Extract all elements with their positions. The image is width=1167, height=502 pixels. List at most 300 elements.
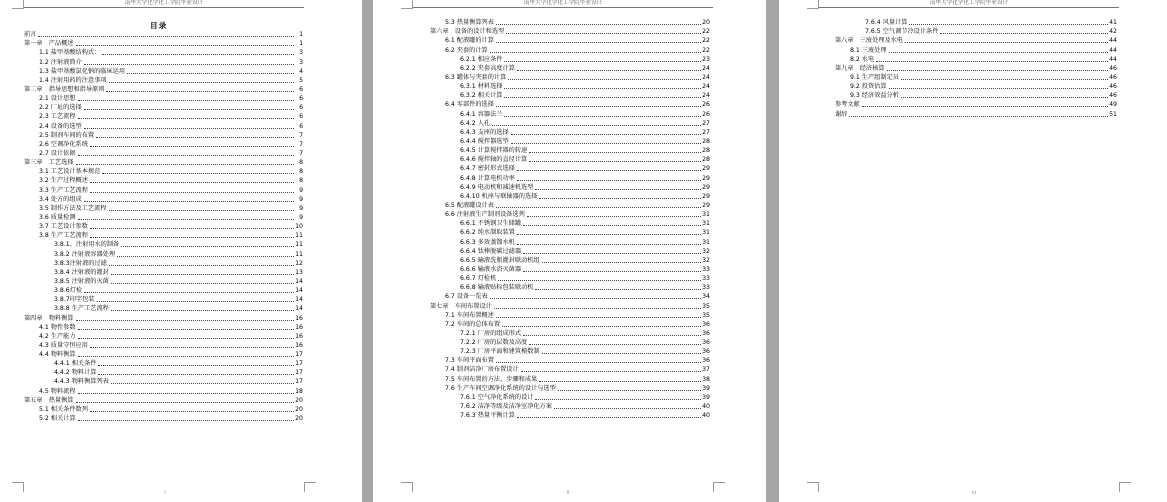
toc-leader-dots — [511, 143, 701, 144]
toc-entry-label: 6.6.8 输液贴标包装联动机 — [460, 284, 534, 292]
toc-entry[interactable] — [24, 158, 303, 167]
toc-leader-dots — [508, 79, 701, 80]
toc-entry-page-number: 20 — [702, 19, 710, 27]
toc-leader-dots — [558, 390, 701, 391]
toc-leader-dots — [535, 289, 701, 290]
toc-entry-label: 前言 — [24, 31, 37, 39]
toc-entry-page-number: 11 — [295, 250, 303, 258]
toc-leader-dots — [111, 383, 294, 384]
page-header: 南华大学化学化工学院毕业设计 — [413, 0, 713, 8]
toc-entry[interactable] — [24, 167, 303, 176]
toc-entry-label: 第二章 指导思想和指导原则 — [24, 85, 105, 93]
toc-entry-label: 6.4.7 密封形式选择 — [460, 165, 515, 173]
toc-entry-page-number: 16 — [295, 341, 303, 349]
toc-entry[interactable] — [430, 347, 710, 356]
toc-entry-label: 5.3 热量衡算列表 — [445, 19, 494, 27]
toc-entry[interactable] — [430, 393, 710, 402]
toc-leader-dots — [78, 155, 294, 156]
toc-entry-label: 3.8.3注射液的过滤 — [54, 259, 107, 267]
toc-leader-dots — [496, 317, 701, 318]
toc-title: 目录 — [150, 21, 168, 30]
toc-entry-page-number: 20 — [295, 396, 303, 404]
document-page-3 — [779, 0, 1167, 502]
toc-leader-dots — [98, 374, 294, 375]
toc-entry-label: 4.4.3 物料衡算列表 — [54, 378, 109, 386]
toc-entry-label: 4.1 物性参数 — [39, 323, 76, 331]
toc-entry[interactable] — [835, 100, 1117, 109]
toc-entry-page-number: 6 — [299, 113, 303, 121]
toc-entry[interactable] — [430, 356, 710, 365]
toc-leader-dots — [90, 347, 294, 348]
toc-entry[interactable] — [24, 377, 303, 386]
toc-entry-page-number: 20 — [295, 405, 303, 413]
toc-entry-page-number: 49 — [1109, 101, 1117, 109]
toc-leader-dots — [127, 73, 294, 74]
toc-entry-page-number: 17 — [295, 351, 303, 359]
toc-entry[interactable] — [24, 313, 303, 322]
toc-entry-label: 3.7 工艺设计参数 — [39, 223, 88, 231]
toc-entry-page-number: 9 — [299, 204, 303, 212]
toc-leader-dots — [523, 253, 701, 254]
toc-entry[interactable] — [24, 85, 303, 94]
toc-entry[interactable] — [24, 350, 303, 359]
toc-entry[interactable] — [24, 341, 303, 350]
toc-entry-page-number: 7 — [299, 149, 303, 157]
toc-entry-label: 7.6.4 风量计算 — [865, 19, 908, 27]
toc-entry-page-number: 17 — [295, 378, 303, 386]
toc-entry-label: 6.4.10 机座与联轴器的选择 — [460, 192, 538, 200]
toc-entry-page-number: 10 — [295, 223, 303, 231]
toc-entry-page-number: 32 — [702, 256, 710, 264]
toc-entry[interactable] — [24, 94, 303, 103]
toc-entry-page-number: 26 — [702, 101, 710, 109]
toc-entry[interactable] — [24, 414, 303, 423]
toc-leader-dots — [502, 326, 701, 327]
toc-entry-page-number: 38 — [702, 375, 710, 383]
toc-entry[interactable] — [24, 386, 303, 395]
toc-leader-dots — [496, 362, 701, 363]
toc-entry-page-number: 11 — [295, 241, 303, 249]
toc-entry-page-number: 29 — [702, 174, 710, 182]
toc-entry[interactable] — [24, 240, 303, 249]
toc-entry-page-number: 24 — [702, 83, 710, 91]
toc-entry[interactable] — [430, 210, 710, 219]
toc-entry[interactable] — [24, 304, 303, 313]
toc-leader-dots — [889, 88, 1108, 89]
toc-entry[interactable] — [430, 164, 710, 173]
toc-entry-label: 6.2 夹套的计算 — [445, 46, 488, 54]
toc-entry-label: 2.3 工艺流程 — [39, 113, 76, 121]
toc-entry[interactable] — [430, 128, 710, 137]
toc-entry[interactable] — [430, 283, 710, 292]
toc-entry[interactable] — [430, 109, 710, 118]
toc-entry-label: 6.5 配液罐设计表 — [445, 201, 494, 209]
toc-entry-page-number: 29 — [702, 165, 710, 173]
toc-entry-label: 2.4 设备的选型 — [39, 122, 82, 130]
toc-entry[interactable] — [430, 265, 710, 274]
toc-entry[interactable] — [24, 368, 303, 377]
toc-entry-label: 7.2.3 厂房平面和建筑模数制 — [460, 348, 540, 356]
toc-list — [430, 18, 710, 420]
toc-entry[interactable] — [24, 67, 303, 76]
toc-leader-dots — [539, 198, 701, 199]
toc-entry-page-number: 22 — [702, 28, 710, 36]
toc-entry-page-number: 17 — [295, 369, 303, 377]
toc-entry-label: 6.4.1 容器法兰 — [460, 110, 503, 118]
toc-entry[interactable] — [430, 55, 710, 64]
toc-entry[interactable] — [430, 45, 710, 54]
toc-entry-label: 3.8.6灯检 — [54, 287, 83, 295]
toc-entry[interactable] — [430, 119, 710, 128]
crop-mark — [807, 482, 819, 492]
crop-mark — [807, 0, 819, 9]
toc-entry[interactable] — [430, 292, 710, 301]
toc-entry-label: 4.4.1 相关条件 — [54, 360, 97, 368]
toc-leader-dots — [496, 207, 701, 208]
toc-leader-dots — [490, 298, 701, 299]
toc-entry-label: 第八章 三废处理及水电 — [835, 37, 904, 45]
toc-entry[interactable] — [835, 45, 1117, 54]
toc-entry-label: 5.2 相关计算 — [39, 415, 76, 423]
toc-entry-page-number: 28 — [702, 137, 710, 145]
toc-leader-dots — [517, 234, 701, 235]
toc-entry[interactable] — [835, 109, 1117, 118]
toc-leader-dots — [521, 371, 701, 372]
toc-entry[interactable] — [430, 73, 710, 82]
toc-entry[interactable] — [24, 39, 303, 48]
toc-leader-dots — [909, 24, 1108, 25]
toc-entry[interactable] — [24, 140, 303, 149]
toc-entry-label: 7.4 制剂洁净厂房布置设计 — [445, 366, 519, 374]
toc-entry-label: 6.4.9 电动机和减速机选型 — [460, 183, 534, 191]
toc-entry[interactable] — [24, 185, 303, 194]
toc-entry[interactable] — [24, 277, 303, 286]
toc-leader-dots — [90, 146, 294, 147]
toc-entry[interactable] — [430, 274, 710, 283]
toc-entry-page-number: 18 — [295, 387, 303, 395]
crop-mark — [12, 0, 24, 9]
toc-entry-page-number: 31 — [702, 238, 710, 246]
toc-leader-dots — [542, 353, 701, 354]
toc-leader-dots — [76, 164, 295, 165]
toc-entry-page-number: 36 — [702, 320, 710, 328]
toc-entry-label: 1.2 注射液简介 — [39, 58, 82, 66]
toc-entry-label: 6.6.1 不锈钢卫生储罐 — [460, 220, 522, 228]
toc-entry[interactable] — [24, 57, 303, 66]
toc-leader-dots — [102, 173, 294, 174]
toc-entry[interactable] — [24, 176, 303, 185]
toc-entry[interactable] — [430, 36, 710, 45]
toc-entry-label: 6.4 零部件的选择 — [445, 101, 494, 109]
toc-entry-label: 4.2 生产能力 — [39, 332, 76, 340]
page-gutter — [362, 0, 373, 502]
toc-entry-page-number: 1 — [299, 31, 303, 39]
toc-entry-label: 参考文献 — [835, 101, 860, 109]
toc-entry-page-number: 14 — [295, 287, 303, 295]
toc-entry[interactable] — [430, 411, 710, 420]
toc-entry-page-number: 8 — [299, 159, 303, 167]
toc-leader-dots — [84, 109, 294, 110]
toc-entry[interactable] — [835, 82, 1117, 91]
toc-entry-page-number: 23 — [702, 55, 710, 63]
toc-entry-label: 7.2.1 厂房的组成形式 — [460, 329, 522, 337]
page-header: 南华大学化学化工学院毕业设计 — [819, 0, 1119, 8]
toc-leader-dots — [98, 365, 294, 366]
toc-entry[interactable] — [24, 286, 303, 295]
toc-entry-label: 第七章 车间布置设计 — [430, 302, 492, 310]
page-folio: III — [972, 491, 976, 496]
toc-leader-dots — [887, 70, 1109, 71]
crop-mark — [401, 0, 413, 9]
toc-entry-page-number: 36 — [702, 348, 710, 356]
toc-entry-page-number: 1 — [299, 40, 303, 48]
toc-entry-label: 3.8.2 注射液容器处理 — [54, 250, 116, 258]
toc-entry-label: 6.2.1 相应条件 — [460, 55, 503, 63]
toc-entry[interactable] — [835, 18, 1117, 27]
toc-entry[interactable] — [24, 231, 303, 240]
crop-mark — [1119, 482, 1131, 492]
toc-entry[interactable] — [430, 64, 710, 73]
toc-entry-label: 1.4 注射用药的注意事项 — [39, 76, 107, 84]
toc-entry-label: 6.6.7 灯检机 — [460, 275, 497, 283]
toc-entry[interactable] — [430, 91, 710, 100]
toc-leader-dots — [78, 356, 294, 357]
toc-list — [835, 18, 1117, 119]
toc-entry[interactable] — [24, 268, 303, 277]
toc-entry-label: 2.7 设计依据 — [39, 149, 76, 157]
toc-entry-page-number: 46 — [1109, 73, 1117, 81]
toc-entry[interactable] — [430, 219, 710, 228]
toc-leader-dots — [90, 237, 294, 238]
toc-entry-page-number: 44 — [1109, 37, 1117, 45]
toc-entry-page-number: 31 — [702, 211, 710, 219]
toc-entry-label: 6.4.8 计算电机功率 — [460, 174, 515, 182]
toc-entry-page-number: 33 — [702, 265, 710, 273]
toc-entry-page-number: 13 — [295, 268, 303, 276]
toc-entry[interactable] — [24, 259, 303, 268]
toc-entry-page-number: 5 — [299, 76, 303, 84]
toc-entry-page-number: 7 — [299, 131, 303, 139]
toc-entry[interactable] — [430, 237, 710, 246]
toc-entry[interactable] — [430, 183, 710, 192]
toc-entry-page-number: 29 — [702, 201, 710, 209]
toc-leader-dots — [517, 180, 701, 181]
toc-entry[interactable] — [24, 396, 303, 405]
toc-entry[interactable] — [24, 222, 303, 231]
toc-entry[interactable] — [430, 192, 710, 201]
toc-leader-dots — [517, 170, 701, 171]
toc-entry-page-number: 35 — [702, 302, 710, 310]
toc-entry-label: 3.3 生产工艺流程 — [39, 186, 88, 194]
toc-entry-label: 4.5 物料流程 — [39, 387, 76, 395]
toc-entry-page-number: 20 — [295, 415, 303, 423]
toc-entry[interactable] — [835, 91, 1117, 100]
toc-entry-label: 6.6.5 输液洗瓶灌封联动机组 — [460, 256, 540, 264]
toc-entry[interactable] — [24, 195, 303, 204]
toc-entry-page-number: 36 — [702, 357, 710, 365]
toc-entry[interactable] — [430, 402, 710, 411]
toc-entry-label: 6.3 罐体与夹套的计算 — [445, 73, 507, 81]
toc-entry-label: 6.3.1 材料选择 — [460, 83, 503, 91]
toc-entry-label: 4.3 质量守恒应用 — [39, 341, 88, 349]
toc-entry[interactable] — [430, 137, 710, 146]
toc-entry[interactable] — [430, 311, 710, 320]
toc-entry[interactable] — [430, 146, 710, 155]
toc-entry[interactable] — [430, 201, 710, 210]
toc-entry-label: 7.6.1 空气净化系统的设计 — [460, 393, 534, 401]
toc-entry-label: 第六章 设备的设计和选型 — [430, 28, 505, 36]
toc-leader-dots — [535, 189, 701, 190]
toc-entry-page-number: 26 — [702, 110, 710, 118]
toc-entry[interactable] — [24, 48, 303, 57]
toc-entry[interactable] — [24, 131, 303, 140]
toc-entry-page-number: 6 — [299, 85, 303, 93]
toc-leader-dots — [523, 271, 701, 272]
toc-leader-dots — [78, 118, 294, 119]
toc-entry-label: 3.6 质量检测 — [39, 213, 76, 221]
toc-entry[interactable] — [24, 103, 303, 112]
toc-entry-page-number: 31 — [702, 220, 710, 228]
toc-entry[interactable] — [24, 149, 303, 158]
toc-entry-label: 谢辞 — [835, 110, 848, 118]
toc-leader-dots — [849, 116, 1108, 117]
toc-entry[interactable] — [835, 73, 1117, 82]
toc-entry-label: 4.4.2 物料计算 — [54, 369, 97, 377]
toc-entry[interactable] — [24, 213, 303, 222]
toc-entry[interactable] — [430, 18, 710, 27]
toc-entry-page-number: 35 — [702, 311, 710, 319]
crop-mark — [12, 482, 24, 492]
toc-entry[interactable] — [24, 112, 303, 121]
toc-entry[interactable] — [430, 301, 710, 310]
toc-entry-label: 3.1 工艺设计基本规范 — [39, 168, 101, 176]
toc-entry-page-number: 27 — [702, 128, 710, 136]
toc-entry-page-number: 31 — [702, 229, 710, 237]
toc-entry-page-number: 32 — [702, 247, 710, 255]
toc-entry-label: 3.8.5 注射液的灭菌 — [54, 277, 109, 285]
toc-leader-dots — [554, 408, 701, 409]
toc-entry-page-number: 8 — [299, 168, 303, 176]
toc-entry-page-number: 24 — [702, 92, 710, 100]
toc-entry-page-number: 36 — [702, 339, 710, 347]
toc-leader-dots — [905, 42, 1108, 43]
toc-entry[interactable] — [24, 76, 303, 85]
toc-entry[interactable] — [430, 374, 710, 383]
toc-entry-label: 第一章 产品概述 — [24, 40, 74, 48]
toc-entry[interactable] — [24, 405, 303, 414]
toc-entry-label: 3.8.8 生产工艺流程 — [54, 305, 109, 313]
toc-leader-dots — [84, 128, 294, 129]
toc-entry[interactable] — [430, 228, 710, 237]
toc-entry-label: 3.2 生产过程概述 — [39, 177, 88, 185]
toc-leader-dots — [78, 219, 294, 220]
toc-leader-dots — [84, 292, 294, 293]
toc-leader-dots — [862, 106, 1108, 107]
toc-entry-label: 7.2 车间的总体布置 — [445, 320, 501, 328]
toc-entry-page-number: 44 — [1109, 46, 1117, 54]
toc-entry[interactable] — [430, 320, 710, 329]
toc-entry-label: 7.3 车间平面布置 — [445, 357, 494, 365]
toc-leader-dots — [111, 274, 294, 275]
toc-entry-page-number: 16 — [295, 323, 303, 331]
toc-entry[interactable] — [430, 100, 710, 109]
toc-leader-dots — [535, 399, 701, 400]
page-folio: II — [566, 491, 570, 496]
toc-entry[interactable] — [430, 329, 710, 338]
toc-entry[interactable] — [430, 155, 710, 164]
toc-entry-page-number: 33 — [702, 284, 710, 292]
toc-entry-label: 3.4 处方的组成 — [39, 195, 82, 203]
toc-entry-label: 5.1 相关条件数列 — [39, 405, 88, 413]
toc-entry[interactable] — [24, 332, 303, 341]
toc-leader-dots — [90, 228, 294, 229]
toc-entry[interactable] — [835, 64, 1117, 73]
toc-entry[interactable] — [24, 204, 303, 213]
toc-entry-label: 3.8.7印字包装 — [54, 296, 95, 304]
toc-leader-dots — [90, 182, 294, 183]
toc-entry-label: 6.4.5 计算搅拌器的转速 — [460, 147, 528, 155]
toc-entry[interactable] — [430, 256, 710, 265]
toc-leader-dots — [90, 192, 294, 193]
toc-entry[interactable] — [24, 121, 303, 130]
toc-entry[interactable] — [430, 82, 710, 91]
toc-entry[interactable] — [430, 384, 710, 393]
toc-entry[interactable] — [430, 173, 710, 182]
toc-entry[interactable] — [24, 323, 303, 332]
toc-entry[interactable] — [835, 36, 1117, 45]
toc-leader-dots — [76, 45, 295, 46]
toc-entry-label: 6.6.3 多效蒸馏水机 — [460, 238, 515, 246]
toc-entry-label: 第五章 热量衡算 — [24, 396, 74, 404]
toc-entry-label: 7.1 车间布置概述 — [445, 311, 494, 319]
toc-leader-dots — [106, 91, 294, 92]
toc-entry-label: 6.2.2 夹套高度计算 — [460, 64, 515, 72]
toc-entry[interactable] — [24, 249, 303, 258]
toc-leader-dots — [111, 283, 294, 284]
toc-entry-page-number: 12 — [295, 259, 303, 267]
toc-entry[interactable] — [835, 27, 1117, 36]
toc-entry-page-number: 40 — [702, 412, 710, 420]
document-page-1 — [0, 0, 362, 502]
toc-leader-dots — [517, 70, 701, 71]
toc-entry[interactable] — [430, 338, 710, 347]
toc-leader-dots — [90, 411, 294, 412]
toc-entry[interactable] — [24, 359, 303, 368]
toc-leader-dots — [542, 262, 701, 263]
toc-leader-dots — [527, 216, 701, 217]
toc-entry[interactable] — [835, 55, 1117, 64]
toc-leader-dots — [504, 97, 701, 98]
toc-entry-page-number: 9 — [299, 195, 303, 203]
toc-entry-page-number: 29 — [702, 192, 710, 200]
toc-entry[interactable] — [24, 30, 303, 39]
toc-entry-page-number: 39 — [702, 384, 710, 392]
toc-leader-dots — [517, 244, 701, 245]
toc-entry[interactable] — [430, 365, 710, 374]
toc-leader-dots — [38, 36, 294, 37]
toc-entry[interactable] — [24, 295, 303, 304]
toc-list — [24, 30, 303, 423]
toc-entry[interactable] — [430, 247, 710, 256]
toc-leader-dots — [504, 88, 701, 89]
toc-entry-page-number: 40 — [702, 403, 710, 411]
toc-entry-page-number: 24 — [702, 73, 710, 81]
toc-entry-label: 第三章 工艺选择 — [24, 159, 74, 167]
toc-leader-dots — [490, 52, 701, 53]
toc-leader-dots — [78, 329, 294, 330]
toc-leader-dots — [529, 152, 701, 153]
toc-entry[interactable] — [430, 27, 710, 36]
